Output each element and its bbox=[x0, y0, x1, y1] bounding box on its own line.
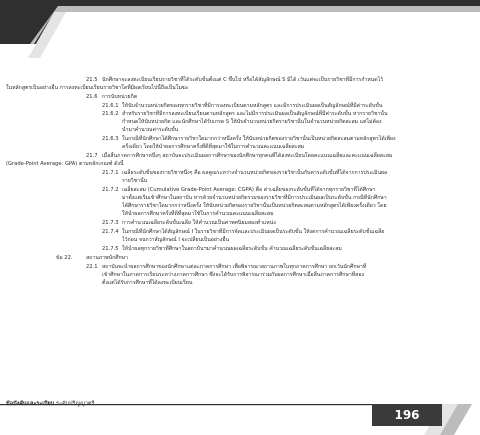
paragraph-line: ในหลักสูตรเป็นอย่างอื่น การลงทะเบียนเรียนรายวิชาใดที่มีผลเรียนไปนี้ถือเป็นโมฆะ bbox=[6, 85, 189, 91]
paragraph-line: เข้าศึกษาในภาคการเรียนระหว่างภาคการศึกษา ซึ่งจะได้รับการพิจารณาร่วมกับผลการศึกษาเมื่อสิ้นภาคการศึกษาที่สอง bbox=[102, 272, 364, 278]
page-number-box: 196 bbox=[372, 404, 442, 426]
paragraph-line: เฉลี่ยระดับขั้นของรายวิชาหนึ่งๆ คือ ผลคูณระหว่างจำนวนหน่วยกิตของรายวิชานั้นกับค่าระดับขั้นที่ได้จากการประเมินผล bbox=[122, 170, 388, 176]
paragraph-line: (Grade-Point Average: GPA) ตามหลักเกณฑ์ ดังนี้ bbox=[6, 161, 124, 167]
paragraph-line: นำมาคำนวณค่าระดับขั้น bbox=[122, 127, 179, 133]
section-number: 21.7 bbox=[86, 153, 98, 159]
paragraph-line: สถาบันจะนำผลการศึกษาของนักศึกษาแต่ละภาคการศึกษา เพื่อพิจารณาสถานภาพในทุกภาคการศึกษา ยกเว้นนักศึกษาที่ bbox=[102, 264, 367, 270]
subsection-number: 21.7.1 bbox=[102, 170, 119, 176]
paragraph-line: ตั้งแต่ได้รับการศึกษาที่ได้ลงทะเบียนเรียน bbox=[102, 280, 193, 286]
header-decoration bbox=[0, 0, 480, 58]
document-body bbox=[0, 58, 480, 388]
header-stripes-graphic bbox=[0, 0, 480, 58]
section-number: 21.6 bbox=[86, 94, 98, 100]
paragraph-line: สำหรับรายวิชาที่มีการลงทะเบียนเรียนตามหลักสูตร และไม่มีการประเมินผลเป็นสัญลักษณ์ที่มีค่าระดับขั้น หากรายวิชานั้น bbox=[122, 111, 388, 117]
paragraph-line: กำหนดให้นับหน่วยกิต และนักศึกษาได้รับเกรด S ให้นับจำนวนหน่วยกิตรายวิชานั้นในจำนวนหน่วยกิตสะสม แต่ไม่ต้อง bbox=[122, 119, 382, 125]
paragraph-line: การคำนวณเฉลี่ยระดับขั้นเฉลี่ย ให้คำนวณเป็นค่าทศนิยมสองตำแหน่ง bbox=[122, 220, 276, 226]
paragraph-line: รายวิชานั้น bbox=[122, 178, 148, 184]
subsection-number: 21.7.2 bbox=[102, 187, 119, 193]
paragraph-line: ครั้งเดียว โดยให้นำผลการศึกษาครั้งที่ดีที่สุดมาใช้ในการคำนวณคะแนนเฉลี่ยสะสม bbox=[122, 144, 305, 150]
subsection-number: 21.7.4 bbox=[102, 229, 119, 235]
article-number: ข้อ 22. bbox=[56, 255, 73, 261]
footer-thin-line bbox=[0, 404, 372, 405]
section-title: การนับหน่วยกิต bbox=[102, 94, 138, 100]
subsection-number: 21.6.2 bbox=[102, 111, 119, 117]
paragraph-line: ให้นำผลทุกรายวิชาที่ศึกษาในสถาบันฯมาคำนวณผลเฉลี่ยระดับขั้น คำนวณเฉลี่ยระดับขั้นเฉลี่ยสะสม bbox=[122, 246, 342, 252]
paragraph-line: ได้ศึกษารายวิชาใดมากกว่าหนึ่งครั้ง ให้นับหน่วยกิตของรายวิชานั้นเป็นหน่วยกิตสะสมตามหลักสูตรได้เพียงครั้งเดียว โดย bbox=[122, 203, 387, 209]
article-title: สถานภาพนักศึกษา bbox=[86, 255, 128, 261]
paragraph-line: ให้นำผลการศึกษาครั้งที่ดีที่สุดมาใช้ในการคำนวณคะแนนเฉลี่ยสะสม bbox=[122, 211, 274, 217]
subsection-number: 21.6.1 bbox=[102, 103, 119, 109]
section-number: 22.1 bbox=[86, 264, 98, 270]
subsection-number: 21.7.5 bbox=[102, 246, 119, 252]
section-number: 21.5 bbox=[86, 77, 98, 83]
paragraph-line: ไว้ก่อน จนกว่าสัญลักษณ์ I จะเปลี่ยนเป็นอย่างอื่น bbox=[122, 237, 230, 243]
subsection-number: 21.6.3 bbox=[102, 136, 119, 142]
header-mid-stripe bbox=[30, 6, 480, 44]
subsection-number: 21.7.3 bbox=[102, 220, 119, 226]
paragraph-line: ในกรณีที่นักศึกษาได้สัญลักษณ์ I ในรายวิชาที่มีการจัดและประเมินผลเป็นระดับขั้น ให้งดการคำนวณเฉลี่ยระดับขั้นเฉลี่ย bbox=[122, 229, 385, 235]
paragraph-line: ในกรณีที่นักศึกษาได้ศึกษารายวิชาใดมากกว่าหนึ่งครั้ง ให้นับหน่วยกิตของรายวิชานั้นเป็นหน่วยกิตสะสมตามหลักสูตรได้เพียง bbox=[122, 136, 396, 142]
paragraph-line: ให้นับจำนวนหน่วยกิตของทุกรายวิชาที่มีการลงทะเบียนตามหลักสูตร และมีการประเมินผลเป็นสัญลักษณ์ที่มีค่าระดับขั้น bbox=[122, 103, 383, 109]
paragraph-line: เฉลี่ยสะสม (Cumulative Grade-Point Average: CGPA) คือ ค่าเฉลี่ยของระดับขั้นที่ได้จากทุกรายวิชาที่ได้ศึกษา bbox=[122, 187, 376, 193]
paragraph-line: นักศึกษาจะลงทะเบียนเรียนรายวิชาที่ได้ระดับขั้นตั้งแต่ C ขึ้นไป หรือได้สัญลักษณ์ S มิได้ เว้นแต่จะเป็นรายวิชาที่มีการกำหนดไว้ bbox=[102, 77, 384, 83]
paragraph-line: เมื่อสิ้นภาคการศึกษาหนึ่งๆ สถาบันจะประเมินผลการศึกษาของนักศึกษาทุกคนที่ได้ลงทะเบียนโดยคะแนนเฉลี่ยและคะแนนเฉลี่ยสะสม bbox=[102, 153, 393, 159]
paragraph-line: มาตั้งแต่เริ่มเข้าศึกษาในสถาบัน หารด้วยจำนวนหน่วยกิตรวมของรายวิชาที่มีการประเมินผลเป็นระดับขั้น กรณีที่นักศึกษา bbox=[122, 195, 387, 201]
